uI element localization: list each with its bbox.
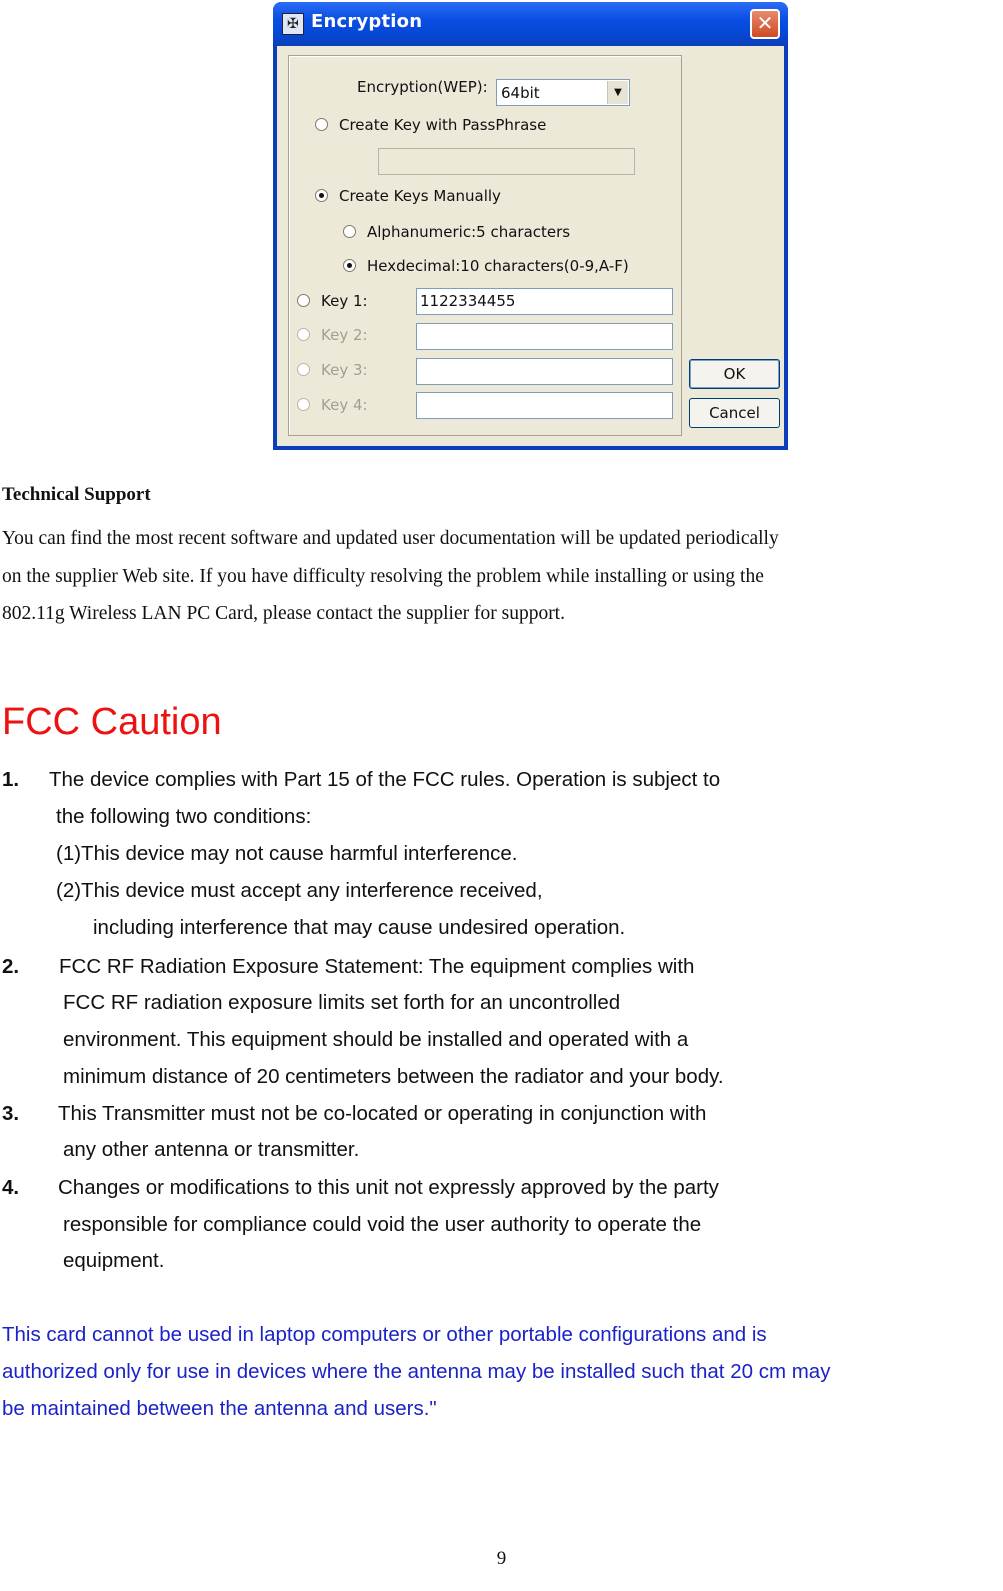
- fcc-item-line: FCC RF radiation exposure limits set forth for an uncontrolled: [63, 991, 621, 1014]
- support-line: on the supplier Web site. If you have difficulty resolving the problem while installing or using the: [2, 565, 764, 587]
- support-line: You can find the most recent software and updated user documentation will be updated periodically: [2, 528, 779, 549]
- fcc-item-line: minimum distance of 20 centimeters between the radiator and your body.: [63, 1065, 724, 1088]
- radio-key-1[interactable]: [297, 294, 310, 307]
- fcc-item-number: 4.: [2, 1176, 20, 1199]
- radio-hexdecimal[interactable]: [343, 259, 356, 272]
- fcc-item-line: This Transmitter must not be co-located or operating in conjunction with: [58, 1102, 707, 1125]
- encryption-select-value: 64bit: [501, 84, 540, 102]
- fcc-item-line: environment. This equipment should be installed and operated with a: [63, 1028, 689, 1051]
- fcc-item-line: equipment.: [63, 1249, 165, 1272]
- technical-support-paragraph: [2, 520, 992, 633]
- radio-passphrase[interactable]: [315, 118, 328, 131]
- key-2-label: Key 2:: [321, 326, 368, 344]
- key-1-input[interactable]: 1122334455: [416, 288, 673, 315]
- cancel-button[interactable]: Cancel: [689, 398, 780, 428]
- fcc-item-line: responsible for compliance could void the user authority to operate the: [63, 1213, 702, 1236]
- radio-hexdecimal-label: Hexdecimal:10 characters(0-9,A-F): [367, 257, 629, 275]
- radio-create-manually-label: Create Keys Manually: [339, 187, 501, 205]
- key-2-input[interactable]: [416, 323, 673, 350]
- fcc-item-line: including interference that may cause undesired operation.: [93, 916, 626, 939]
- fcc-item-line: any other antenna or transmitter.: [63, 1138, 360, 1161]
- close-icon: ✕: [756, 11, 774, 35]
- support-line: 802.11g Wireless LAN PC Card, please contact the supplier for support.: [2, 603, 565, 624]
- encryption-select[interactable]: [496, 79, 630, 106]
- radio-key-3[interactable]: [297, 363, 310, 376]
- fcc-item-line: FCC RF Radiation Exposure Statement: The equipment complies with: [59, 955, 695, 978]
- fcc-item-line: (2)This device must accept any interference received,: [56, 879, 543, 902]
- key-4-label: Key 4:: [321, 396, 368, 414]
- radio-alphanumeric-label: Alphanumeric:5 characters: [367, 223, 571, 241]
- encryption-dialog: [273, 2, 788, 450]
- fcc-item-number: 1.: [2, 768, 20, 791]
- radio-alphanumeric[interactable]: [343, 225, 356, 238]
- app-icon: ✠: [282, 13, 304, 35]
- dialog-title: Encryption: [311, 11, 423, 32]
- fcc-item-number: 3.: [2, 1102, 20, 1125]
- fcc-note-line: authorized only for use in devices where the antenna may be installed such that 20 cm may: [2, 1360, 831, 1383]
- fcc-item-line: The device complies with Part 15 of the FCC rules. Operation is subject to: [49, 768, 721, 791]
- title-bar[interactable]: [273, 2, 788, 46]
- chevron-down-icon[interactable]: ▼: [607, 81, 628, 104]
- fcc-item-line: (1)This device may not cause harmful interference.: [56, 842, 518, 865]
- radio-key-2[interactable]: [297, 328, 310, 341]
- key-3-label: Key 3:: [321, 361, 368, 379]
- page-number: 9: [496, 1548, 507, 1569]
- fcc-item-number: 2.: [2, 955, 20, 978]
- key-3-input[interactable]: [416, 358, 673, 385]
- fcc-note-line: be maintained between the antenna and users.": [2, 1397, 437, 1420]
- radio-create-manually[interactable]: [315, 189, 328, 202]
- fcc-note-line: This card cannot be used in laptop computers or other portable configurations and is: [2, 1323, 767, 1346]
- key-4-input[interactable]: [416, 392, 673, 419]
- fcc-item-line: the following two conditions:: [56, 805, 312, 828]
- fcc-item-line: Changes or modifications to this unit not expressly approved by the party: [58, 1176, 719, 1199]
- radio-passphrase-label: Create Key with PassPhrase: [339, 116, 547, 134]
- radio-key-4[interactable]: [297, 398, 310, 411]
- close-button[interactable]: [750, 9, 780, 39]
- encryption-label: Encryption(WEP):: [357, 78, 488, 96]
- passphrase-input[interactable]: [378, 148, 635, 175]
- dialog-body: [277, 46, 784, 446]
- technical-support-heading: Technical Support: [2, 484, 151, 505]
- key-1-label: Key 1:: [321, 292, 368, 310]
- ok-button[interactable]: OK: [689, 359, 780, 389]
- fcc-caution-heading: FCC Caution: [2, 701, 222, 743]
